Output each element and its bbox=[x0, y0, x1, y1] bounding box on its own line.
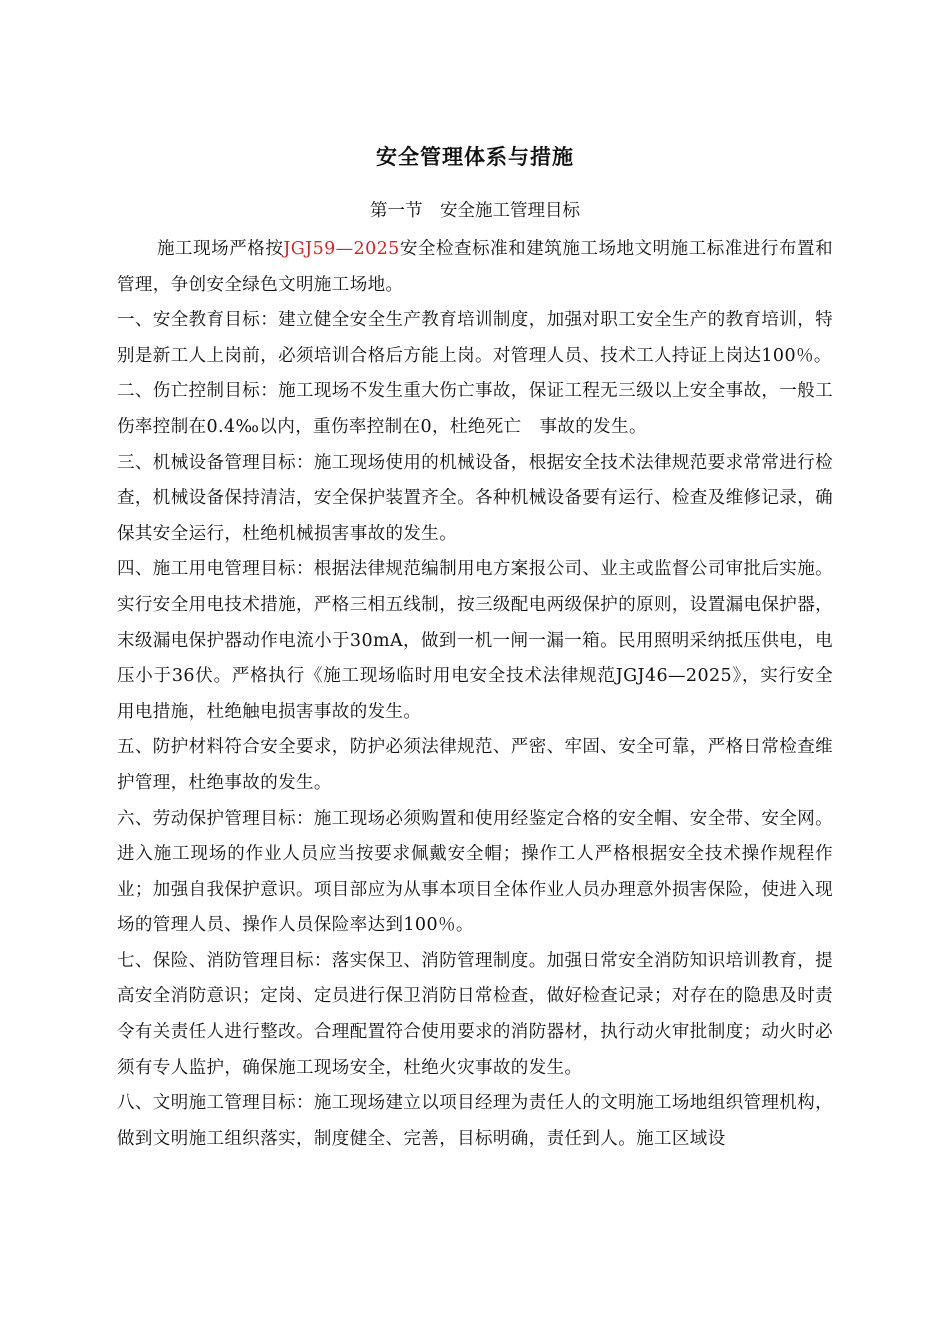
document-title: 安全管理体系与措施 bbox=[376, 144, 574, 169]
paragraph-labor-protection: 六、劳动保护管理目标：施工现场必须购置和使用经鉴定合格的安全帽、安全带、安全网。进入施工现场的作业人员应当按要求佩戴安全帽；操作工人严格根据安全技术操作规程作业；加强自我保护意识。项目部应为从事本项目全体作业人员办理意外损害保险，使进入现场的管理人员、操作人员保险率达到100％。 bbox=[117, 808, 833, 936]
paragraph-casualty-control: 二、伤亡控制目标：施工现场不发生重大伤亡事故，保证工程无三级以上安全事故，一般工伤率控制在0.4‰以内，重伤率控制在0，杜绝死亡 事故的发生。 bbox=[117, 381, 833, 437]
intro-paragraph bbox=[117, 232, 833, 303]
intro-text-before: 施工现场严格按 bbox=[157, 239, 284, 259]
paragraph-civilized-construction: 八、文明施工管理目标：施工现场建立以项目经理为责任人的文明施工场地组织管理机构，做到文明施工组织落实，制度健全、完善，目标明确，责任到人。施工区域设 bbox=[117, 1093, 833, 1149]
paragraph-insurance-fire: 七、保险、消防管理目标：落实保卫、消防管理制度。加强日常安全消防知识培训教育，提高安全消防意识；定岗、定员进行保卫消防日常检查，做好检查记录；对存在的隐患及时责令有关责任人进行整改。合理配置符合使用要求的消防器材，执行动火审批制度；动火时必须有专人监护，确保施工现场安全，杜绝火灾事故的发生。 bbox=[117, 950, 833, 1078]
document-body bbox=[117, 232, 833, 1157]
paragraph-protective-materials: 五、防护材料符合安全要求，防护必须法律规范、严密、牢固、安全可靠，严格日常检查维护管理，杜绝事故的发生。 bbox=[117, 737, 833, 793]
paragraph-electricity-management: 四、施工用电管理目标：根据法律规范编制用电方案报公司、业主或监督公司审批后实施。实行安全用电技术措施，严格三相五线制，按三级配电两级保护的原则，设置漏电保护器，末级漏电保护器动作电流小于30mA，做到一机一闸一漏一箱。民用照明采纳抵压供电，电压小于36伏。严格执行《施工现场临时用电安全技术法律规范JGJ46—2025》，实行安全用电措施，杜绝触电损害事故的发生。 bbox=[117, 559, 833, 722]
section-heading: 第一节 安全施工管理目标 bbox=[370, 201, 580, 221]
paragraph-safety-education: 一、安全教育目标：建立健全安全生产教育培训制度，加强对职工安全生产的教育培训，特别是新工人上岗前，必须培训合格后方能上岗。对管理人员、技术工人持证上岗达100％。 bbox=[117, 310, 833, 366]
standard-code-highlight: JGJ59—2025 bbox=[283, 239, 400, 259]
paragraph-machinery-management: 三、机械设备管理目标：施工现场使用的机械设备，根据安全技术法律规范要求常常进行检查，机械设备保持清洁，安全保护装置齐全。各种机械设备要有运行、检查及维修记录，确保其安全运行，杜绝机械损害事故的发生。 bbox=[117, 452, 833, 544]
intro-text-after: 安全检查标准和建筑施工场地文明施工标准进行布置和管理，争创安全绿色文明施工场地。 bbox=[117, 239, 833, 295]
